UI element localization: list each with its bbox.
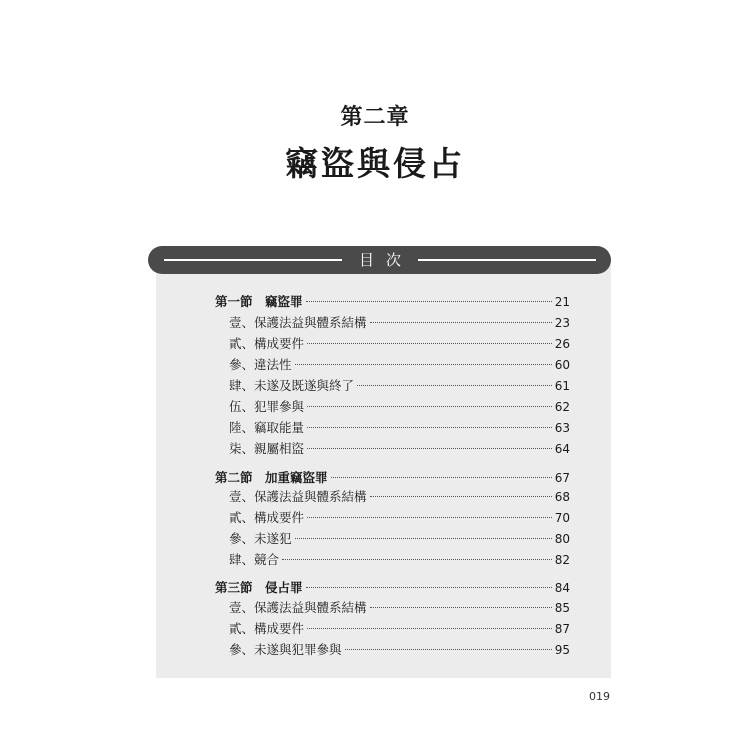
toc-entry-page: 62 <box>554 400 570 414</box>
dot-leader <box>307 448 552 449</box>
toc-entry-label: 參、違法性 <box>229 357 292 372</box>
toc-item-entry[interactable] <box>229 418 570 438</box>
toc-entry-label: 參、未遂犯 <box>229 531 292 546</box>
toc-item-entry[interactable] <box>229 334 570 354</box>
toc-entry-label: 壹、保護法益與體系結構 <box>229 600 367 615</box>
toc-entry-label: 第二節 加重竊盜罪 <box>215 470 328 485</box>
toc-entry-label: 壹、保護法益與體系結構 <box>229 315 367 330</box>
toc-entry-label: 壹、保護法益與體系結構 <box>229 489 367 504</box>
toc-entry-label: 肆、競合 <box>229 552 280 567</box>
dot-leader <box>331 477 552 478</box>
toc-section-entry[interactable] <box>215 468 570 488</box>
toc-item-entry[interactable] <box>229 439 570 459</box>
toc-item-entry[interactable] <box>229 640 570 660</box>
toc-item-entry[interactable] <box>229 508 570 528</box>
toc-entry-page: 70 <box>554 511 570 525</box>
toc-header-bar <box>148 246 611 274</box>
toc-entry-page: 87 <box>554 622 570 636</box>
toc-item-entry[interactable] <box>229 529 570 549</box>
toc-item-entry[interactable] <box>229 550 570 570</box>
toc-section-entry[interactable] <box>215 292 570 312</box>
toc-entry-label: 第一節 竊盜罪 <box>215 294 303 309</box>
toc-entry-page: 21 <box>554 295 570 309</box>
dot-leader <box>307 517 552 518</box>
toc-entry-page: 23 <box>554 316 570 330</box>
toc-entry-label: 肆、未遂及既遂與終了 <box>229 378 355 393</box>
dot-leader <box>306 301 552 302</box>
toc-item-entry[interactable] <box>229 487 570 507</box>
toc-entry-label: 參、未遂與犯罪參與 <box>229 642 342 657</box>
dot-leader <box>307 427 552 428</box>
toc-entry-page: 84 <box>554 581 570 595</box>
dot-leader <box>282 559 552 560</box>
dot-leader <box>295 538 552 539</box>
toc-entry-page: 80 <box>554 532 570 546</box>
dot-leader <box>307 343 552 344</box>
dot-leader <box>306 587 552 588</box>
dot-leader <box>370 496 552 497</box>
dot-leader <box>307 628 552 629</box>
toc-entry-page: 85 <box>554 601 570 615</box>
toc-entry-label: 陸、竊取能量 <box>229 420 305 435</box>
toc-entry-page: 61 <box>554 379 570 393</box>
chapter-title: 竊盜與侵占 <box>285 144 465 183</box>
toc-header-rule-left <box>164 259 342 261</box>
toc-entry-label: 貳、構成要件 <box>229 510 305 525</box>
toc-entry-label: 貳、構成要件 <box>229 336 305 351</box>
toc-header-rule-right <box>418 259 596 261</box>
dot-leader <box>295 364 552 365</box>
toc-heading: 目次 <box>358 251 413 269</box>
toc-entry-page: 26 <box>554 337 570 351</box>
dot-leader <box>370 607 552 608</box>
toc-item-entry[interactable] <box>229 355 570 375</box>
toc-entry-page: 63 <box>554 421 570 435</box>
dot-leader <box>357 385 552 386</box>
toc-entry-label: 貳、構成要件 <box>229 621 305 636</box>
toc-entry-page: 95 <box>554 643 570 657</box>
toc-item-entry[interactable] <box>229 397 570 417</box>
dot-leader <box>345 649 552 650</box>
toc-item-entry[interactable] <box>229 313 570 333</box>
toc-entry-label: 伍、犯罪參與 <box>229 399 305 414</box>
toc-item-entry[interactable] <box>229 598 570 618</box>
toc-entry-label: 柒、親屬相盜 <box>229 441 305 456</box>
toc-entry-page: 68 <box>554 490 570 504</box>
toc-item-entry[interactable] <box>229 619 570 639</box>
dot-leader <box>370 322 552 323</box>
chapter-number: 第二章 <box>340 105 410 130</box>
page-number: 019 <box>589 690 610 703</box>
dot-leader <box>307 406 552 407</box>
toc-entry-page: 60 <box>554 358 570 372</box>
toc-entry-page: 82 <box>554 553 570 567</box>
toc-section-entry[interactable] <box>215 578 570 598</box>
toc-item-entry[interactable] <box>229 376 570 396</box>
toc-entry-page: 67 <box>554 471 570 485</box>
toc-entry-page: 64 <box>554 442 570 456</box>
toc-entry-label: 第三節 侵占罪 <box>215 580 303 595</box>
